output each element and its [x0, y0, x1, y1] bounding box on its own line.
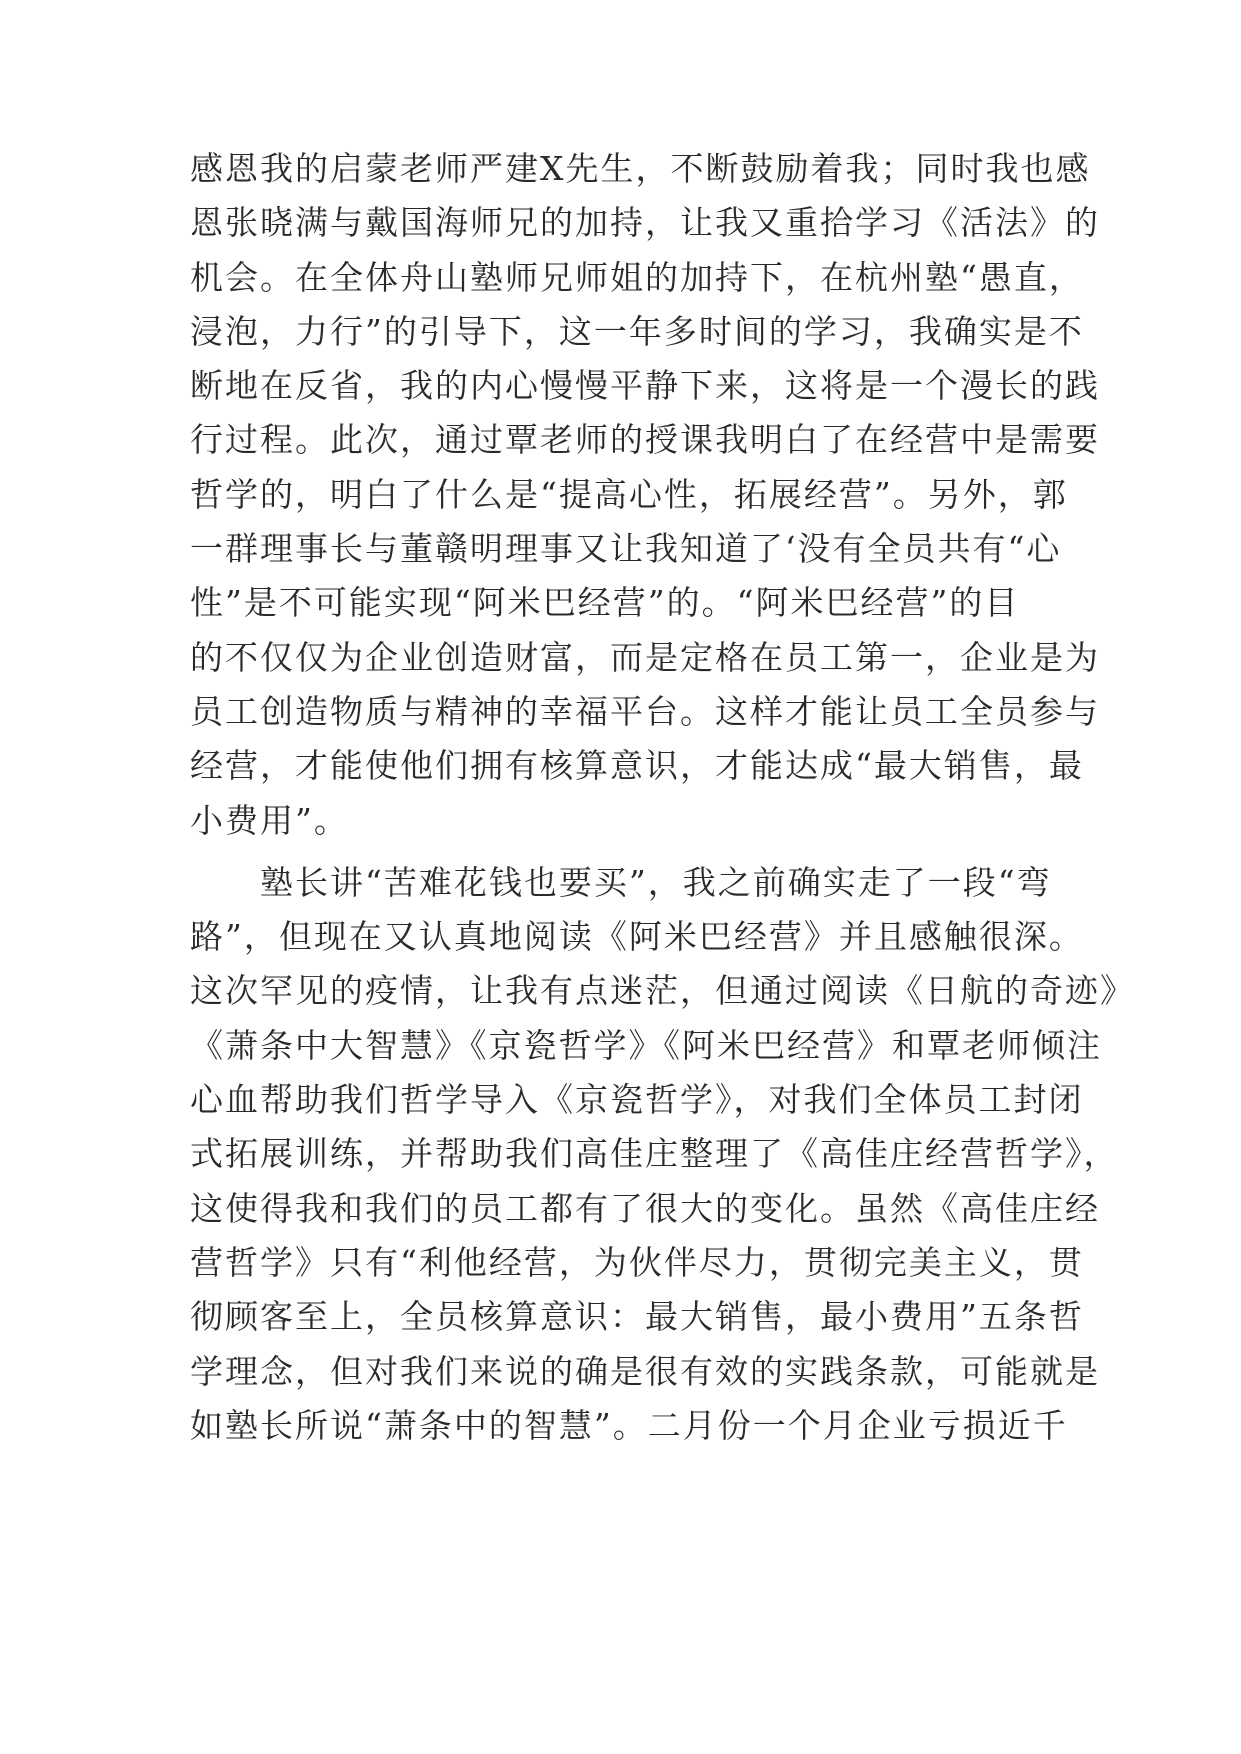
text-line: 如塾长所说“萧条中的智慧”。二月份一个月企业亏损近千 [190, 1405, 1068, 1445]
paragraph-1 [190, 142, 1100, 848]
text-line: 员工创造物质与精神的幸福平台。这样才能让员工全员参与 [190, 691, 1100, 731]
text-line: 经营，才能使他们拥有核算意识，才能达成“最大销售，最 [190, 746, 1084, 786]
text-line: 营哲学》只有“利他经营，为伙伴尽力，贯彻完美主义，贯 [190, 1242, 1084, 1282]
text-line: 感恩我的启蒙老师严建X先生，不断鼓励着我；同时我也感 [190, 149, 1091, 188]
text-line: 塾长讲“苦难花钱也要买”，我之前确实走了一段“弯 [190, 862, 1052, 902]
text-line: 机会。在全体舟山塾师兄师姐的加持下，在杭州塾“愚直， [190, 257, 1084, 297]
text-line: 式拓展训练，并帮助我们高佳庄整理了《高佳庄经营哲学》， [190, 1134, 1119, 1174]
text-line: 哲学的，明白了什么是“提高心性，拓展经营”。另外，郭 [190, 474, 1068, 514]
text-line: 这使得我和我们的员工都有了很大的变化。虽然《高佳庄经 [190, 1188, 1100, 1228]
text-line: 的不仅仅为企业创造财富，而是定格在员工第一，企业是为 [190, 637, 1100, 677]
text-line: 这次罕见的疫情，让我有点迷茫，但通过阅读《日航的奇迹》 [190, 971, 1135, 1011]
text-line: 性”是不可能实现“阿米巴经营”的。“阿米巴经营”的目 [190, 583, 1020, 623]
paragraph-spacer [190, 848, 1050, 856]
text-line: 恩张晓满与戴国海师兄的加持，让我又重拾学习《活法》的 [190, 203, 1100, 243]
text-line: 浸泡，力行”的引导下，这一年多时间的学习，我确实是不 [190, 311, 1084, 351]
text-line: 心血帮助我们哲学导入《京瓷哲学》，对我们全体员工封闭 [190, 1080, 1084, 1120]
text-line: 行过程。此次，通过覃老师的授课我明白了在经营中是需要 [190, 420, 1100, 460]
text-line: 路”，但现在又认真地阅读《阿米巴经营》并且感触很深。 [190, 917, 1084, 957]
text-line: 彻顾客至上，全员核算意识：最大销售，最小费用”五条哲 [190, 1297, 1084, 1337]
text-line: 小费用”。 [190, 800, 349, 840]
text-line: 学理念，但对我们来说的确是很有效的实践条款，可能就是 [190, 1351, 1100, 1391]
body-text [190, 142, 1135, 1453]
paragraph-2 [190, 856, 1135, 1453]
text-line: 断地在反省，我的内心慢慢平静下来，这将是一个漫长的践 [190, 366, 1100, 406]
text-line: 一群理事长与董赣明理事又让我知道了‘没有全员共有“心 [190, 529, 1062, 569]
text-line: 《萧条中大智慧》《京瓷哲学》《阿米巴经营》和覃老师倾注 [190, 1025, 1102, 1065]
